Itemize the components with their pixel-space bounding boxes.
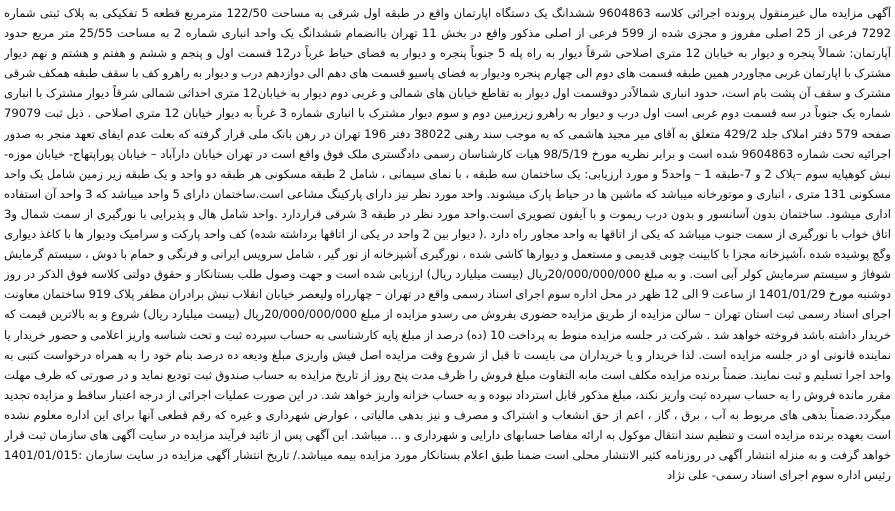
auction-notice xyxy=(4,3,891,508)
notice-body-text: آگهی مزایده مال غیرمنقول پرونده اجرائی کلاسه 9604863 ششدانگ یک دستگاه اپارتمان واقع در طبقه اول شرقی به مساحت 122/50 مترمربع قطعه 5 تفکیکی به پلاک ثبتی شماره 7292 فرعی از 25 اصلی مفروز و مجزی شده از 599 فرعی از اصلی مذکور واقع در بخش 11 تهران باانضمام ششدانگ یک واحد انباری شماره 2 به مساحت 25/55 متر مربع حدود آپارتمان: شمالاً پنجره و دیوار به خیابان 12 متری اصلاحی شرقاً دیوار به راه پله 5 جنوباً پنجره و دیوار به فضای حیاط غرباً در12 قسمت اول و پنجم و ششم و هفتم و هشتم و نهم دیوار مشترک با اپارتمان غربی مجاوردر همین طبقه قسمت های دوم الی چهارم پنجره ودیوار به فضای پاسیو قسمت های دهم الی دوازدهم درب و دیوار به راهرو کف با سقف طبقه همکف شرقی مشترک و سقف آن پشت بام است، حدود انباری شمالاًدر دوقسمت اول دیوار به تقاطع خیابان های شمالی و غربی دوم دیوار به خیابان12 متری احداثی شمالی شرقاً دیوار مشترک با انباری شماره یک جنوباً در سه قسمت دوم غربی است اول درب و دیوار به راهرو زیرزمین دوم و سوم دیوار مشترک با انباری شماره 3 غرباً به دیوار خیابان 12 متری اصلاحی . ذیل ثبت 79079 صفحه 579 دفتر املاک جلد 429/2 متعلق به آقای میر مجید هاشمی که به موجب سند رهنی 38022 دفتر 196 تهران در رهن بانک ملی قرار گرفته که بعلت عدم ایفای تعهد منجر به صدور اجرائیه تحت شماره 9604863 شده است و برابر نظریه مورخ 98/5/19 هیات کارشناسان رسمی دادگستری ملک فوق واقع است در تهران خیابان دارآباد – خیابان پوراپتهاج- خیابان موزه- نبش کوهپایه سوم –پلاک 2 و 7-طبقه 1 – واحد5 و مورد ارزیابی: یک ساختمان سه طبقه ، با نمای سیمانی ، شامل 2 طبقه مسکونی هر طبقه دو واحد و یک طبقه زیر زمین شامل یک واحد مسکونی 131 متری ، انباری و موتورخانه میباشد که ماشین ها در حیاط پارک میشوند. واحد مورد نظر نیز دارای پارکینگ مشاعی است.ساختمان دارای 5 واحد میباشد که 3 واحد آن استفاده اداری میشود. ساختمان بدون آسانسور و بدون درب ریموت و با آیفون تصویری است.واحد مورد نظر در طبقه 3 شرقی قراردارد .واحد شامل هال و پذیرایی با نورگیری از سمت شمال و3 اتاق خواب با نورگیری از سمت جنوب میباشد که یکی از اتاقها به واحد مجاور راه دارد .( دیوار بین 2 واحد در یکی از اتاقها برداشته شده) کف واحد پارکت و سرامیک ودیوار ها با کاغذ دیواری وگچ پوشیده شده ،آشپزخانه مجزا با کابینت چوبی قدیمی و مستعمل و دیوارها کاشی شده ، نورگیری آشپزخانه از نور گیر ، شامل سرویس ایرانی و فرنگی و حمام با دوش ، سیستم گرمایش شوفاژ و سیستم سرمایش کولر آبی است. و به مبلغ 20/000/000/000ریال (بیست میلیارد ریال) ارزیابی شده است و جهت وصول طلب بستانکار و حقوق دولتی کلاسه فوق الذکر در روز دوشنبه مورخ 1401/01/29 از ساعت 9 الی 12 ظهر در محل اداره سوم اجرای اسناد رسمی واقع در تهران – چهارراه ولیعصر خیابان انقلاب نبش برادران مظفر پلاک 919 ساختمان معاونت اجرای اسناد رسمی ثبت استان تهران – سالن مزایده از طریق مزایده حضوری بفروش می رسدو مزایده از مبلغ 20/000/000/000ریال (بیست میلیارد ریال) شروع و به بالاترین قیمت که خریدار داشته باشد فروخته خواهد شد . شرکت در جلسه مزایده منوط به پرداخت 10 (ده) درصد از مبلغ پایه کارشناسی به حساب سپرده ثبت و تحت شناسه واریز اعلامی و حضور خریدار یا نماینده قانونی او در جلسه مزایده است. لذا خریدار و یا خریداران می بایست تا قبل از شروع وقت مزایده اصل فیش واریزی مبلغ ودیعه ده درصد بنام خود را به همراه درخواست کتبی به واحد اجرا تسلیم و ثبت نمایند. ضمناً برنده مزایده مکلف است مابه التفاوت مبلغ فروش را ظرف مدت پنج روز از تاریخ مزایده به حساب صندوق ثبت تودیع نماید و در صورتی که ظرف مهلت مقرر مانده فروش را به حساب سپرده ثبت واریز نکند، مبلغ مذکور قابل استرداد نبوده و به حساب خزانه واریز خواهد شد. در این صورت عملیات اجرائی از درجه اعتبار ساقط و مزایده تجدید میگردد.ضمناً بدهی های مربوط به آب ، برق ، گاز ، اعم از حق انشعاب و اشتراک و مصرف و نیز بدهی مالیاتی ، عوارض شهرداری و غیره که رقم قطعی آنها برای این اداره معلوم نشده است بعهده برنده مزایده است و تنظیم سند انتقال موکول به ارائه مفاصا حسابهای دارایی و شهرداری و ... میباشد. این آگهی پس از تائید فرآیند مزایده در سایت آگهی های سازمان ثبت قرار خواهد گرفت و به منزله انتشار آگهی در روزنامه کثیر الانتشار محلی است ضمنا طبق اعلام بستانکار مورد مزایده بیمه میباشد./ تاریخ انتشار آگهی مزایده در سایت سازمان :1401/01/015 رئیس اداره سوم اجرای اسناد رسمی- علی نژاد xyxy=(4,6,891,483)
